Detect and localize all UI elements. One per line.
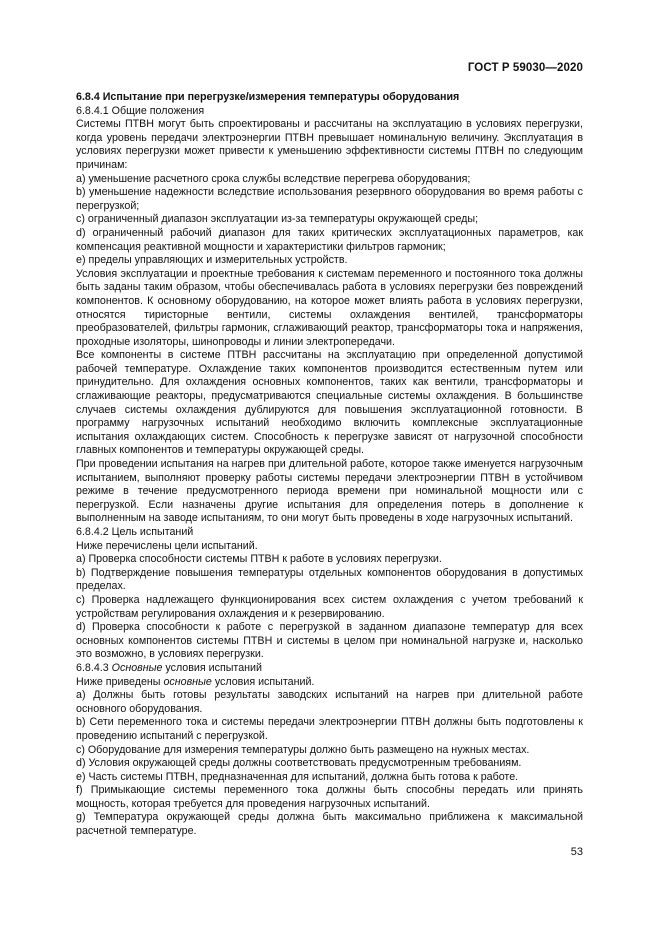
paragraph: При проведении испытания на нагрев при длительной работе, которое также именуется нагрузочным испытанием, выполняют проверку работы системы передачи электроэнергии ПТВН в устойчивом режиме в течение предусмотренного периода времени при номинальной мощности или с перегрузкой. Если назначены другие испытания для определения потерь в дополнение к выполненным на заводе испытаниям, то они могут быть проведены в ходе нагрузочных испытаний.: [76, 458, 583, 525]
list-item: b) Сети переменного тока и системы передачи электроэнергии ПТВН должны быть подготовлены к проведению испытаний с перегрузкой.: [76, 716, 583, 742]
subsection-heading: 6.8.4.2 Цель испытаний: [76, 526, 194, 538]
list-item: c) Оборудование для измерения температуры должно быть размещено на нужных местах.: [76, 743, 530, 756]
paragraph: Все компоненты в системе ПТВН рассчитаны на эксплуатацию при определенной допустимой рабочей температуре. Охлаждение таких компонентов производится естественным путем или принудительно. Для охлаждения основных компонентов, таких как вентили, трансформаторы и сглаживающие реакторы, предусматриваются специальные системы охлаждения. В большинстве случаев системы охлаждения дублируются для повышения эксплуатационной готовности. В программу нагрузочных испытаний необходимо включить комплексные эксплуатационные испытания охлаждающих систем. Способность к перегрузке зависят от нагрузочной способности главных компонентов и температуры окружающей среды.: [76, 349, 583, 457]
list-item: b) уменьшение надежности вследствие использования резервного оборудования во время работы с перегрузкой;: [76, 186, 583, 212]
list-item: a) Должны быть готовы результаты заводских испытаний на нагрев при длительной работе основного оборудования.: [76, 689, 583, 715]
subsection-heading: 6.8.4.1 Общие положения: [76, 104, 205, 117]
list-item: f) Примыкающие системы переменного тока должны быть способны передать или принять мощность, которая требуется для проведения нагрузочных испытаний.: [76, 784, 583, 810]
paragraph: Условия эксплуатации и проектные требования к системам переменного и постоянного тока должны быть заданы таким образом, чтобы обеспечивалась работа в условиях перегрузки без повреждений компонентов. К основному оборудованию, на которое может влиять работа в условиях перегрузки, относятся тиристорные вентили, системы охлаждения вентилей, трансформаторы преобразователей, фильтры гармоник, сглаживающий реактор, трансформаторы тока и напряжения, проходные изоляторы, шинопроводы и линии электропередачи.: [76, 267, 583, 348]
paragraph: Ниже перечислены цели испытаний.: [76, 539, 258, 552]
list-item: a) Проверка способности системы ПТВН к работе в условиях перегрузки.: [76, 553, 442, 566]
page-number: 53: [570, 846, 583, 858]
list-item: g) Температура окружающей среды должна быть максимально приближена к максимальной расчетной температуре.: [76, 811, 583, 838]
list-item: b) Подтверждение повышения температуры отдельных компонентов оборудования в допустимых пределах.: [76, 566, 583, 593]
subsection-number: 6.8.4.3: [76, 661, 112, 674]
subsection-title-rest: условия испытаний: [162, 661, 262, 674]
list-item: d) Проверка способности к работе с перегрузкой в заданном диапазоне температур для всех основных компонентов системы ПТВН и системы в целом при номинальной нагрузке и, насколько это возможно, в условиях перегрузки.: [76, 621, 583, 661]
intro-text: Ниже приведены: [76, 675, 164, 688]
paragraph: Системы ПТВН могут быть спроектированы и рассчитаны на эксплуатацию в условиях перегрузки, когда уровень передачи электроэнергии ПТВН превышает номинальную величину. Эксплуатация в условиях перегрузки может привести к уменьшению эффективности системы ПТВН по следующим причинам:: [76, 118, 583, 171]
page-content: [76, 91, 583, 839]
list-item: c) Проверка надлежащего функционирования всех систем охлаждения с учетом требований к устройствам регулирования охлаждения и к резервированию.: [76, 593, 583, 620]
document-standard-id: ГОСТ Р 59030—2020: [467, 62, 583, 74]
list-item: d) Условия окружающей среды должны соответствовать предусмотренным требованиям.: [76, 757, 522, 770]
list-item: e) пределы управляющих и измерительных устройств.: [76, 254, 348, 267]
subsection-emphasis: Основные: [111, 661, 163, 674]
paragraph: [76, 676, 583, 690]
section-heading: 6.8.4 Испытание при перегрузке/измерения температуры оборудования: [76, 91, 460, 103]
list-item: a) уменьшение расчетного срока службы вследствие перегрева оборудования;: [76, 172, 471, 185]
list-item: c) ограниченный диапазон эксплуатации из-за температуры окружающей среды;: [76, 213, 479, 226]
intro-text-end: условия испытаний.: [211, 675, 315, 688]
list-item: d) ограниченный рабочий диапазон для таких критических эксплуатационных параметров, как компенсация реактивной мощности и характеристики фильтров гармоник;: [76, 226, 583, 253]
intro-emphasis: основные: [163, 675, 212, 688]
subsection-heading: [76, 662, 583, 676]
list-item: e) Часть системы ПТВН, предназначенная для испытаний, должна быть готова к работе.: [76, 770, 519, 783]
